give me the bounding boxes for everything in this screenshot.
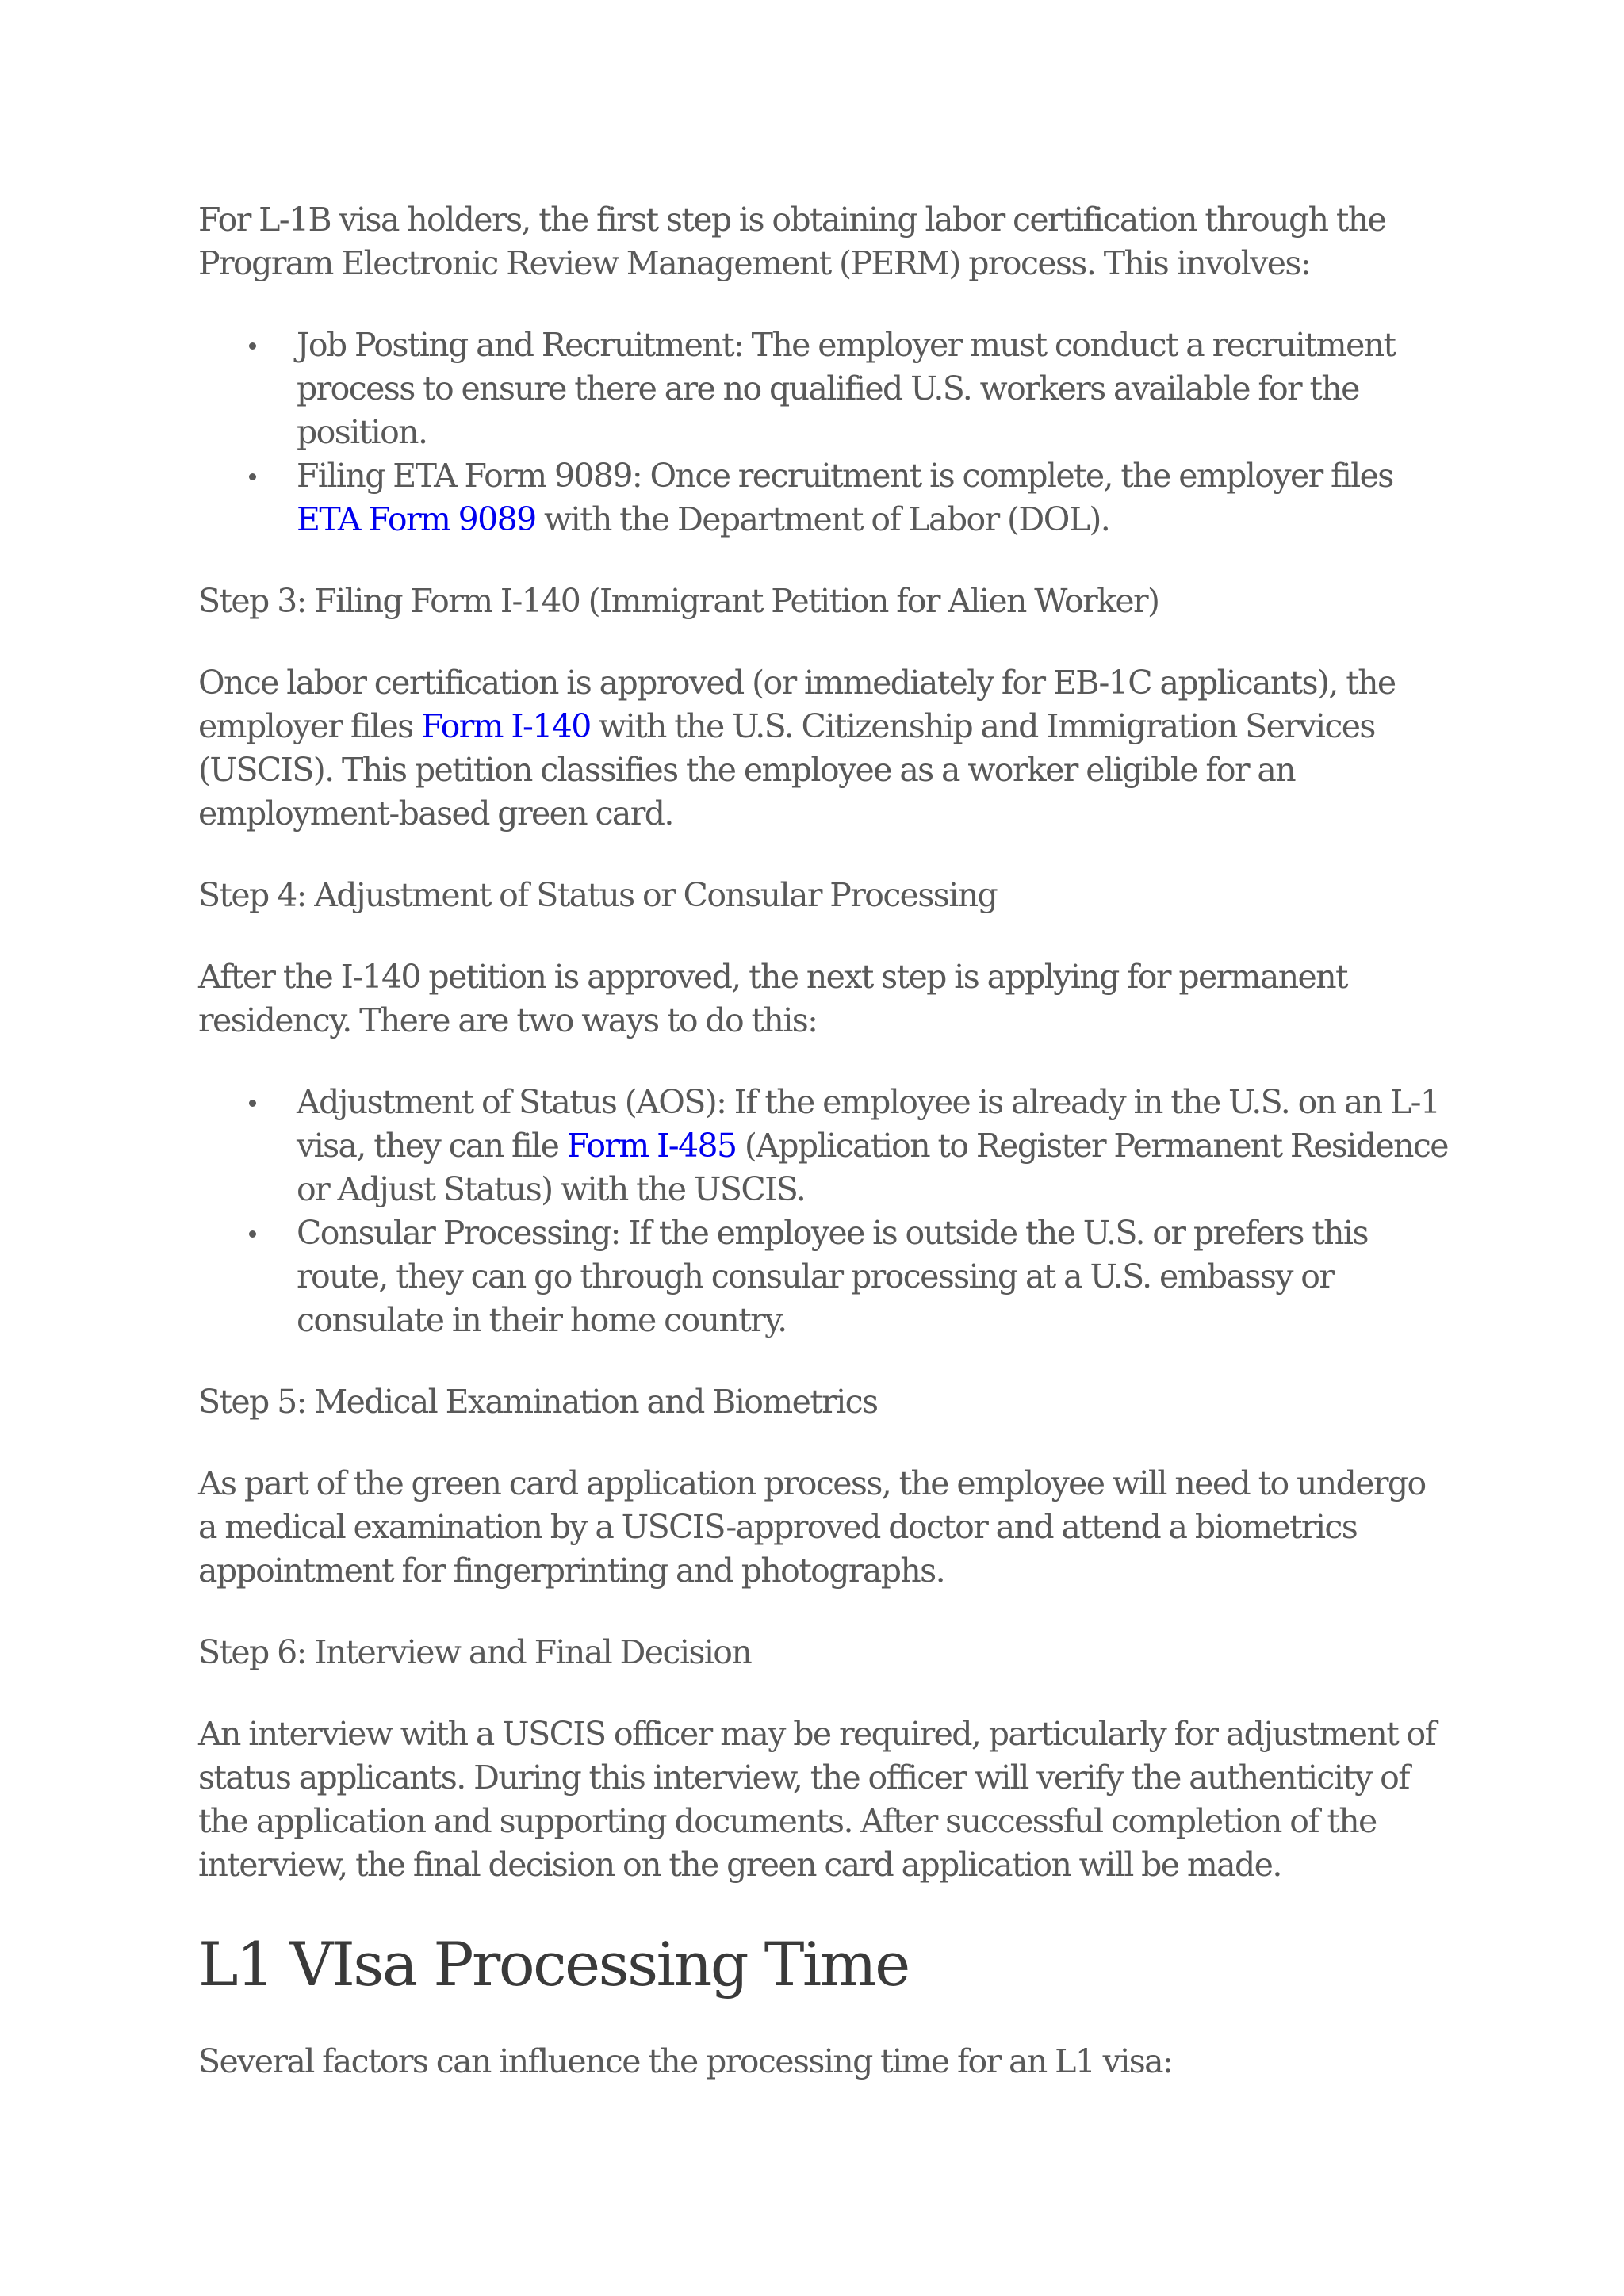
residency-options-list [198,1081,1451,1342]
list-item-text: Filing ETA Form 9089: Once recruitment is complete, the employer files [297,457,1393,495]
list-item-text: Job Posting and Recruitment: The employer must conduct a recruitment process to ensure there are no qualified U.S. workers available for the position. [297,326,1396,451]
step5-paragraph: As part of the green card application process, the employee will need to undergo a medical examination by a USCIS-approved doctor and attend a biometrics appointment for fingerprinting and photographs. [198,1464,1426,1590]
list-item [198,323,1451,454]
step3-text: with the U.S. Citizenship and Immigration Services (USCIS). This petition classifies the employee as a worker eligible for an employment-based green card. [198,707,1375,832]
list-item-text: (Application to Register Permanent Residence or Adjust Status) with the USCIS. [297,1127,1448,1208]
bullet-icon [249,473,256,480]
step3-paragraph [198,661,1451,836]
step3-heading: Step 3: Filing Form I-140 (Immigrant Petition for Alien Worker) [198,582,1159,620]
list-item-text: Adjustment of Status (AOS): If the employee is already in the U.S. on an L-1 visa, they can file [297,1083,1440,1165]
step6-heading: Step 6: Interview and Final Decision [198,1633,752,1671]
intro-paragraph: For L-1B visa holders, the first step is obtaining labor certification through the Program Electronic Review Management (PERM) process. This involves: [198,201,1386,282]
step4-paragraph: After the I-140 petition is approved, the next step is applying for permanent residency. There are two ways to do this: [198,958,1347,1039]
perm-steps-list [198,323,1451,541]
bullet-icon [249,1100,256,1107]
document-page [198,198,1451,2084]
step3-text: Once labor certification is approved (or immediately for EB-1C applicants), the employer files [198,664,1396,745]
list-item-text: with the Department of Labor (DOL). [535,500,1110,538]
form-i485-link[interactable]: Form I-485 [566,1127,737,1165]
section-intro-paragraph: Several factors can influence the processing time for an L1 visa: [198,2042,1173,2080]
form-i140-link[interactable]: Form I-140 [420,707,591,745]
bullet-icon [249,1230,256,1238]
list-item [198,454,1451,541]
step5-heading: Step 5: Medical Examination and Biometrics [198,1383,878,1421]
step6-paragraph: An interview with a USCIS officer may be required, particularly for adjustment of status applicants. During this interview, the officer will verify the authenticity of the application and supporting documents. After successful completion of the interview, the final decision on the green card application will be made. [198,1715,1436,1884]
step4-heading: Step 4: Adjustment of Status or Consular Processing [198,876,998,914]
bullet-icon [249,342,256,350]
section-title: L1 VIsa Processing Time [198,1929,909,1999]
list-item [198,1211,1451,1342]
eta-form-9089-link[interactable]: ETA Form 9089 [297,500,536,538]
list-item [198,1081,1451,1211]
list-item-text: Consular Processing: If the employee is outside the U.S. or prefers this route, they can go through consular processing at a U.S. embassy or consulate in their home country. [297,1214,1368,1339]
